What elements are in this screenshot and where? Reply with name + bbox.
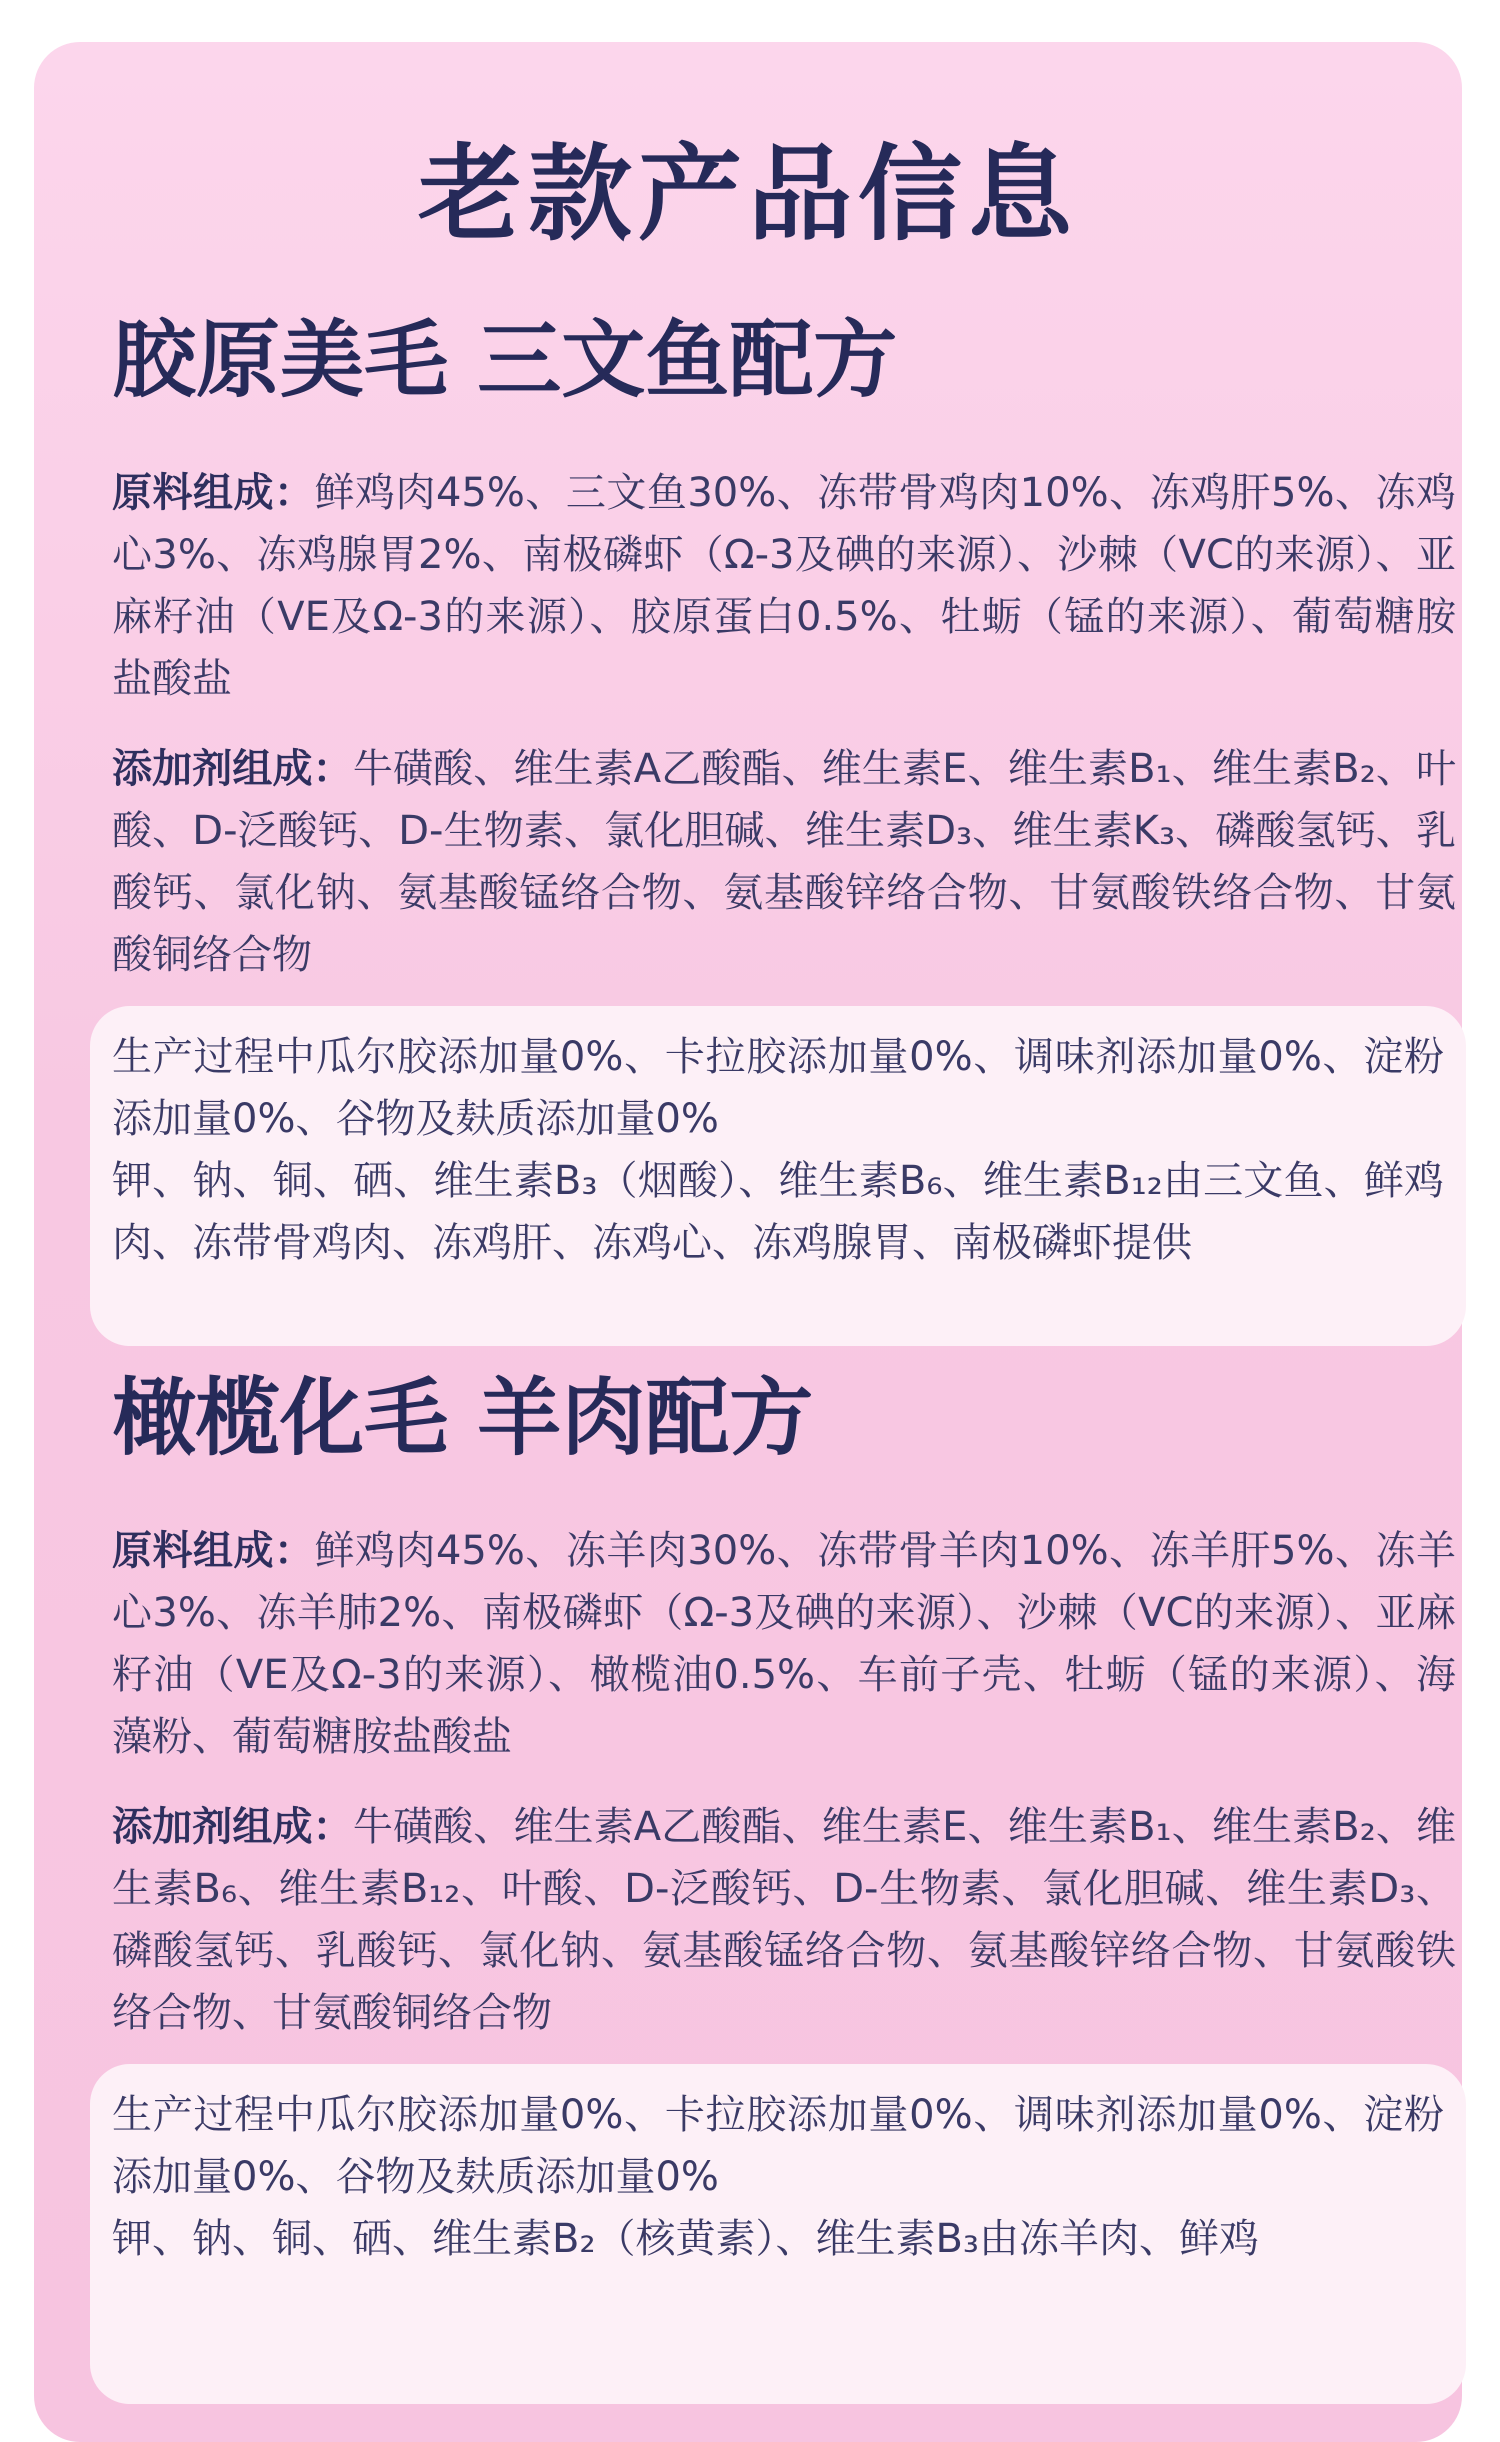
production-note: 生产过程中瓜尔胶添加量0%、卡拉胶添加量0%、调味剂添加量0%、淀粉添加量0%、谷物及麸质添加量0%	[112, 1034, 1444, 1142]
product-info-card	[34, 42, 1462, 2442]
production-note-box	[90, 1006, 1466, 1346]
page-title: 老款产品信息	[417, 133, 1078, 255]
product-title: 胶原美毛 三文鱼配方	[112, 311, 898, 409]
ingredients-text	[112, 1520, 1456, 1768]
product-section-salmon	[112, 311, 1456, 409]
ingredients-value: 鲜鸡肉45%、三文鱼30%、冻带骨鸡肉10%、冻鸡肝5%、冻鸡心3%、冻鸡腺胃2%、南极磷虾（Ω-3及碘的来源）、沙棘（VC的来源）、亚麻籽油（VE及Ω-3的来源）、胶原蛋白0.5%、牡蛎（锰的来源）、葡萄糖胺盐酸盐	[112, 470, 1456, 702]
additives-value: 牛磺酸、维生素A乙酸酯、维生素E、维生素B₁、维生素B₂、叶酸、D-泛酸钙、D-生物素、氯化胆碱、维生素D₃、维生素K₃、磷酸氢钙、乳酸钙、氯化钠、氨基酸锰络合物、氨基酸锌络合物、甘氨酸铁络合物、甘氨酸铜络合物	[112, 746, 1457, 978]
additives-label: 添加剂组成：	[112, 746, 353, 792]
ingredients-value: 鲜鸡肉45%、冻羊肉30%、冻带骨羊肉10%、冻羊肝5%、冻羊心3%、冻羊肺2%、南极磷虾（Ω-3及碘的来源）、沙棘（VC的来源）、亚麻籽油（VE及Ω-3的来源）、橄榄油0.5%、车前子壳、牡蛎（锰的来源）、海藻粉、葡萄糖胺盐酸盐	[112, 1528, 1456, 1760]
production-note: 生产过程中瓜尔胶添加量0%、卡拉胶添加量0%、调味剂添加量0%、淀粉添加量0%、谷物及麸质添加量0%	[112, 2092, 1444, 2200]
additives-block	[112, 738, 1456, 986]
nutrient-source-note: 钾、钠、铜、硒、维生素B₃（烟酸）、维生素B₆、维生素B₁₂由三文鱼、鲜鸡肉、冻带骨鸡肉、冻鸡肝、冻鸡心、冻鸡腺胃、南极磷虾提供	[112, 1158, 1444, 1266]
product-title: 橄榄化毛 羊肉配方	[112, 1369, 814, 1467]
ingredients-block	[112, 1520, 1456, 1768]
production-note-box	[90, 2064, 1466, 2404]
additives-label: 添加剂组成：	[112, 1804, 353, 1850]
product-section-lamb	[112, 1369, 1456, 1467]
ingredients-text	[112, 462, 1456, 710]
additives-block	[112, 1796, 1456, 2044]
ingredients-label: 原料组成：	[112, 470, 315, 516]
additives-value: 牛磺酸、维生素A乙酸酯、维生素E、维生素B₁、维生素B₂、维生素B₆、维生素B₁₂、叶酸、D-泛酸钙、D-生物素、氯化胆碱、维生素D₃、磷酸氢钙、乳酸钙、氯化钠、氨基酸锰络合物、氨基酸锌络合物、甘氨酸铁络合物、甘氨酸铜络合物	[112, 1804, 1457, 2036]
ingredients-label: 原料组成：	[112, 1528, 315, 1574]
nutrient-source-note: 钾、钠、铜、硒、维生素B₂（核黄素）、维生素B₃由冻羊肉、鲜鸡	[112, 2216, 1259, 2262]
additives-text	[112, 738, 1456, 986]
additives-text	[112, 1796, 1456, 2044]
ingredients-block	[112, 462, 1456, 710]
